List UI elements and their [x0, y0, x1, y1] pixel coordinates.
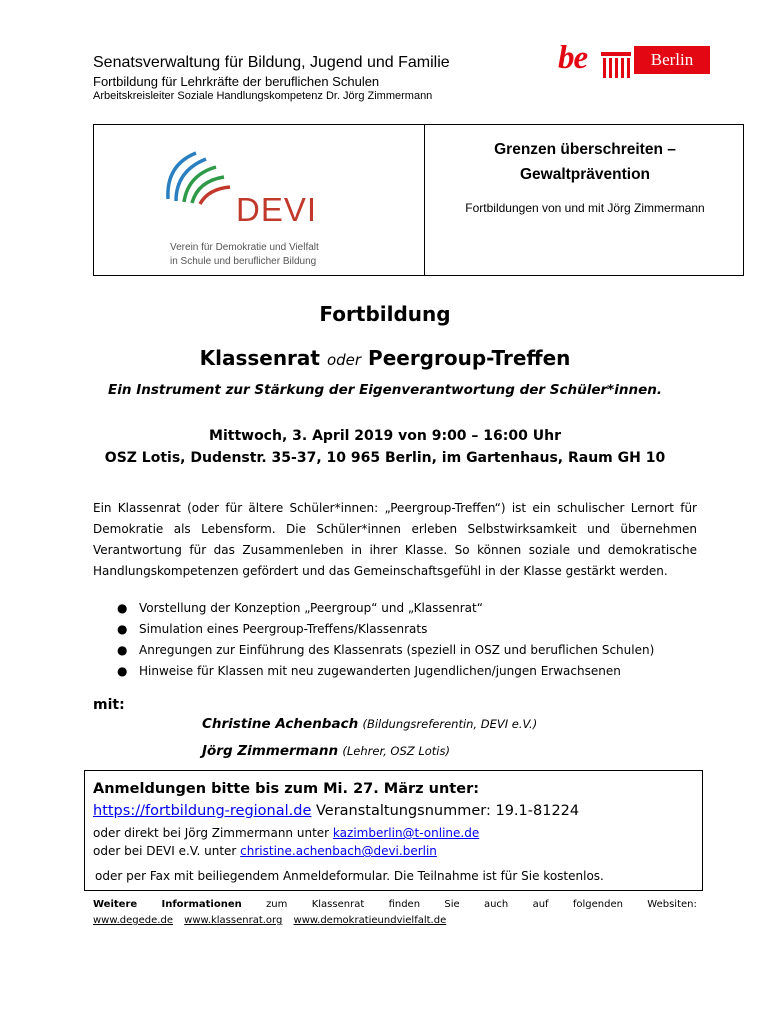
event-subtitle: Ein Instrument zur Stärkung der Eigenverantwortung der Schüler*innen.: [108, 382, 662, 398]
devi-tagline-1: Verein für Demokratie und Vielfalt: [170, 242, 319, 253]
devi-logo: [162, 147, 352, 267]
presenter-2-role: (Lehrer, OSZ Lotis): [342, 744, 450, 758]
devi-tagline-2: in Schule und beruflicher Bildung: [170, 256, 317, 267]
brandenburg-gate-icon: [601, 52, 631, 78]
registration-email-prefix-1: oder direkt bei Jörg Zimmermann unter: [93, 826, 330, 840]
topics-list: [113, 598, 713, 682]
footer-word: auf: [532, 899, 549, 910]
header-ministry: Senatsverwaltung für Bildung, Jugend und Familie: [93, 54, 450, 71]
series-title-line1: Grenzen überschreiten –: [494, 141, 676, 158]
footer-links: [93, 915, 454, 926]
footer-info-line: [93, 899, 697, 910]
registration-title: Anmeldungen bitte bis zum Mi. 27. März unter:: [93, 781, 480, 797]
registration-email-line-2: [93, 844, 437, 858]
list-item-text: Anregungen zur Einführung des Klassenrats (speziell in OSZ und beruflichen Schulen): [139, 643, 655, 657]
footer-word: Weitere: [93, 899, 138, 910]
footer-word: auch: [483, 899, 509, 910]
list-item: [113, 661, 713, 682]
berlin-logo-be: be: [558, 40, 588, 76]
presenter-1-name: Christine Achenbach: [202, 716, 359, 732]
event-number: Veranstaltungsnummer: 19.1-81224: [316, 803, 580, 819]
header-department: Fortbildung für Lehrkräfte der beruflichen Schulen: [93, 74, 380, 89]
presenter-2: [202, 743, 450, 759]
presenter-1-role: (Bildungsreferentin, DEVI e.V.): [362, 717, 538, 731]
footer-link-degede[interactable]: www.degede.de: [93, 915, 173, 926]
description-paragraph: Ein Klassenrat (oder für ältere Schüler*innen: „Peergroup-Treffen“) ist ein schulischer Lernort für Demokratie als Lebensform. Die Schüler*innen erleben Selbstwirksamkeit und übernehmen Verantwortung für das Zusammenleben in ihrer Klasse. So können soziale und demokratische Handlungskompetenzen gefördert und das Gemeinschaftsgefühl in der Klasse gestärkt werden.: [93, 501, 697, 578]
list-item: [113, 619, 713, 640]
bullet-icon: ●: [117, 601, 128, 615]
list-item: [113, 598, 713, 619]
list-item-text: Hinweise für Klassen mit neu zugewanderten Jugendlichen/jungen Erwachsenen: [139, 664, 621, 678]
series-subtitle: Fortbildungen von und mit Jörg Zimmermann: [465, 201, 705, 215]
event-title-klassenrat: Klassenrat: [199, 346, 320, 370]
presenter-1: [202, 716, 537, 732]
event-title: [0, 346, 770, 370]
footer-word: Informationen: [161, 899, 242, 910]
list-item-text: Simulation eines Peergroup-Treffens/Klassenrats: [139, 622, 428, 636]
registration-email-line-1: [93, 826, 479, 840]
bullet-icon: ●: [117, 664, 128, 678]
header-contact: Arbeitskreisleiter Soziale Handlungskompetenz Dr. Jörg Zimmermann: [93, 90, 433, 102]
event-title-oder: oder: [326, 351, 362, 369]
email-link-achenbach[interactable]: christine.achenbach@devi.berlin: [240, 844, 437, 858]
top-info-table: [93, 124, 744, 276]
list-item-text: Vorstellung der Konzeption „Peergroup“ und „Klassenrat“: [139, 601, 483, 615]
berlin-logo: [558, 40, 710, 80]
footer-word: Sie: [444, 899, 460, 910]
registration-fax-line: oder per Fax mit beiliegendem Anmeldeformular. Die Teilnahme ist für Sie kostenlos.: [95, 869, 604, 883]
footer-word: Klassenrat: [311, 899, 365, 910]
footer-link-klassenrat[interactable]: www.klassenrat.org: [184, 915, 283, 926]
event-date: Mittwoch, 3. April 2019 von 9:00 – 16:00 Uhr: [209, 428, 561, 444]
footer-word: folgenden: [572, 899, 623, 910]
devi-wordmark: DEVI: [236, 191, 318, 228]
event-location: OSZ Lotis, Dudenstr. 35-37, 10 965 Berlin, im Gartenhaus, Raum GH 10: [104, 450, 666, 466]
footer-word: Websiten:: [647, 899, 697, 910]
presenter-2-name: Jörg Zimmermann: [202, 743, 339, 759]
bullet-icon: ●: [117, 622, 128, 636]
email-link-zimmermann[interactable]: kazimberlin@t-online.de: [332, 826, 480, 840]
berlin-logo-box: Berlin: [634, 46, 710, 74]
series-title-line2: Gewaltprävention: [519, 166, 651, 183]
event-title-peergroup: Peergroup-Treffen: [368, 346, 571, 370]
registration-box: [84, 770, 703, 891]
page-title: Fortbildung: [319, 302, 451, 326]
footer-word: zum: [266, 899, 288, 910]
registration-url-line: [93, 803, 579, 819]
series-title: [425, 137, 745, 187]
footer-link-demokratie[interactable]: www.demokratieundvielfalt.de: [293, 915, 447, 926]
registration-link[interactable]: https://fortbildung-regional.de: [93, 803, 312, 819]
presenters-label: mit:: [93, 697, 125, 713]
bullet-icon: ●: [117, 643, 128, 657]
footer-word: finden: [388, 899, 421, 910]
registration-email-prefix-2: oder bei DEVI e.V. unter: [93, 844, 237, 858]
list-item: [113, 640, 713, 661]
devi-arcs-icon: [162, 147, 232, 207]
